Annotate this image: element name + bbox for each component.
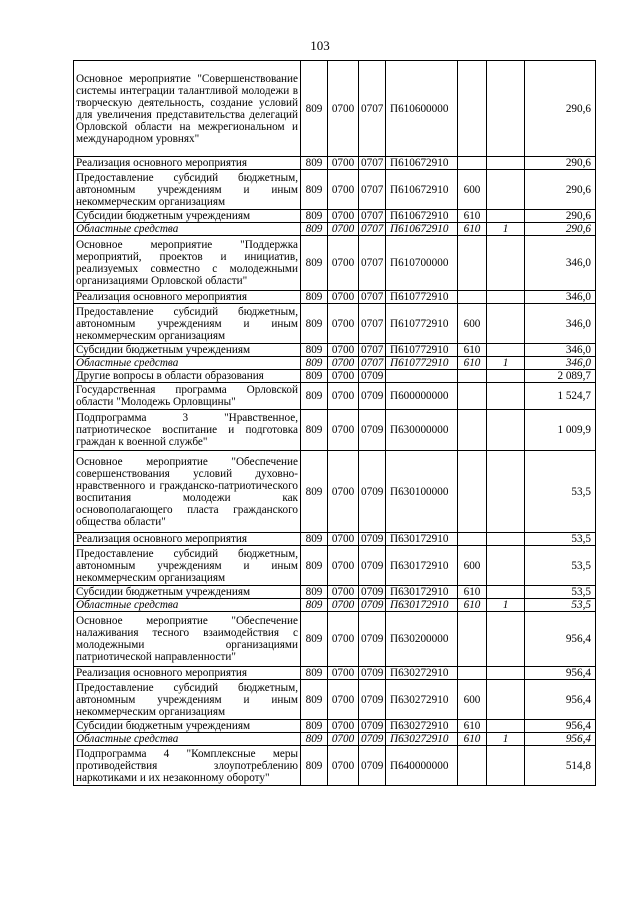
row-subsection-code: 0709 bbox=[359, 720, 386, 733]
row-expense-type: 600 bbox=[458, 546, 487, 586]
table-row bbox=[74, 599, 596, 612]
row-ved-code: 809 bbox=[301, 61, 328, 157]
table-row bbox=[74, 210, 596, 223]
table-row bbox=[74, 157, 596, 170]
table-row bbox=[74, 344, 596, 357]
row-section-code: 0700 bbox=[328, 746, 359, 786]
row-section-code: 0700 bbox=[328, 357, 359, 370]
row-ved-code: 809 bbox=[301, 370, 328, 383]
row-expense-type bbox=[458, 533, 487, 546]
row-target-article: П610772910 bbox=[386, 344, 458, 357]
row-expense-type: 610 bbox=[458, 733, 487, 746]
row-ved-code: 809 bbox=[301, 357, 328, 370]
row-amount: 1 524,7 bbox=[525, 383, 596, 410]
row-expense-type bbox=[458, 410, 487, 451]
row-subsection-code: 0709 bbox=[359, 533, 386, 546]
row-funding-source bbox=[487, 612, 525, 667]
row-ved-code: 809 bbox=[301, 223, 328, 236]
row-name: Другие вопросы в области образования bbox=[74, 370, 301, 383]
row-target-article: П630100000 bbox=[386, 451, 458, 533]
row-section-code: 0700 bbox=[328, 667, 359, 680]
row-name: Субсидии бюджетным учреждениям bbox=[74, 720, 301, 733]
row-ved-code: 809 bbox=[301, 612, 328, 667]
row-section-code: 0700 bbox=[328, 223, 359, 236]
row-expense-type bbox=[458, 157, 487, 170]
row-expense-type: 610 bbox=[458, 210, 487, 223]
row-expense-type: 610 bbox=[458, 357, 487, 370]
row-section-code: 0700 bbox=[328, 236, 359, 291]
row-name: Подпрограмма 4 "Комплексные меры противодействия злоупотреблению наркотиками и их незаконному обороту" bbox=[74, 746, 301, 786]
row-section-code: 0700 bbox=[328, 370, 359, 383]
row-funding-source bbox=[487, 546, 525, 586]
row-ved-code: 809 bbox=[301, 720, 328, 733]
row-expense-type: 610 bbox=[458, 223, 487, 236]
row-subsection-code: 0709 bbox=[359, 383, 386, 410]
row-expense-type: 600 bbox=[458, 170, 487, 210]
row-amount: 346,0 bbox=[525, 344, 596, 357]
row-name: Реализация основного мероприятия bbox=[74, 291, 301, 304]
row-ved-code: 809 bbox=[301, 344, 328, 357]
row-section-code: 0700 bbox=[328, 680, 359, 720]
row-ved-code: 809 bbox=[301, 746, 328, 786]
row-name: Областные средства bbox=[74, 599, 301, 612]
row-section-code: 0700 bbox=[328, 410, 359, 451]
row-subsection-code: 0709 bbox=[359, 546, 386, 586]
row-amount: 290,6 bbox=[525, 170, 596, 210]
row-amount: 956,4 bbox=[525, 667, 596, 680]
row-target-article: П610600000 bbox=[386, 61, 458, 157]
row-name: Предоставление субсидий бюджетным, автономным учреждениям и иным некоммерческим организациям bbox=[74, 546, 301, 586]
row-subsection-code: 0707 bbox=[359, 304, 386, 344]
row-funding-source: 1 bbox=[487, 357, 525, 370]
row-name: Государственная программа Орловской области "Молодежь Орловщины" bbox=[74, 383, 301, 410]
row-expense-type bbox=[458, 61, 487, 157]
row-target-article: П630172910 bbox=[386, 546, 458, 586]
row-name: Основное мероприятие "Поддержка мероприятий, проектов и инициатив, реализуемых совместно с молодежными организациями Орловской области" bbox=[74, 236, 301, 291]
row-name: Реализация основного мероприятия bbox=[74, 667, 301, 680]
row-ved-code: 809 bbox=[301, 667, 328, 680]
row-amount: 53,5 bbox=[525, 546, 596, 586]
row-funding-source bbox=[487, 451, 525, 533]
table-row bbox=[74, 383, 596, 410]
row-funding-source: 1 bbox=[487, 599, 525, 612]
row-ved-code: 809 bbox=[301, 170, 328, 210]
row-expense-type: 600 bbox=[458, 304, 487, 344]
row-target-article: П630200000 bbox=[386, 612, 458, 667]
row-section-code: 0700 bbox=[328, 733, 359, 746]
row-subsection-code: 0707 bbox=[359, 61, 386, 157]
row-funding-source bbox=[487, 344, 525, 357]
row-section-code: 0700 bbox=[328, 451, 359, 533]
row-name: Реализация основного мероприятия bbox=[74, 533, 301, 546]
row-subsection-code: 0709 bbox=[359, 733, 386, 746]
row-amount: 290,6 bbox=[525, 61, 596, 157]
page-number: 103 bbox=[310, 38, 330, 53]
row-expense-type bbox=[458, 667, 487, 680]
row-target-article: П630272910 bbox=[386, 720, 458, 733]
row-target-article: П610672910 bbox=[386, 210, 458, 223]
row-amount: 290,6 bbox=[525, 210, 596, 223]
row-name: Предоставление субсидий бюджетным, автономным учреждениям и иным некоммерческим организациям bbox=[74, 680, 301, 720]
row-funding-source bbox=[487, 680, 525, 720]
row-name: Предоставление субсидий бюджетным, автономным учреждениям и иным некоммерческим организациям bbox=[74, 304, 301, 344]
row-target-article: П630000000 bbox=[386, 410, 458, 451]
row-section-code: 0700 bbox=[328, 210, 359, 223]
row-funding-source bbox=[487, 370, 525, 383]
row-section-code: 0700 bbox=[328, 720, 359, 733]
table-row bbox=[74, 170, 596, 210]
row-expense-type: 600 bbox=[458, 680, 487, 720]
row-ved-code: 809 bbox=[301, 304, 328, 344]
row-target-article: П610772910 bbox=[386, 357, 458, 370]
table-row bbox=[74, 546, 596, 586]
row-expense-type: 610 bbox=[458, 586, 487, 599]
row-ved-code: 809 bbox=[301, 680, 328, 720]
row-subsection-code: 0709 bbox=[359, 667, 386, 680]
row-amount: 53,5 bbox=[525, 451, 596, 533]
row-name: Субсидии бюджетным учреждениям bbox=[74, 344, 301, 357]
row-target-article: П630272910 bbox=[386, 667, 458, 680]
row-ved-code: 809 bbox=[301, 236, 328, 291]
row-funding-source bbox=[487, 170, 525, 210]
row-target-article bbox=[386, 370, 458, 383]
row-amount: 956,4 bbox=[525, 720, 596, 733]
row-name: Подпрограмма 3 "Нравственное, патриотическое воспитание и подготовка граждан к военной службе" bbox=[74, 410, 301, 451]
row-expense-type: 610 bbox=[458, 720, 487, 733]
row-amount: 346,0 bbox=[525, 304, 596, 344]
row-subsection-code: 0709 bbox=[359, 451, 386, 533]
row-ved-code: 809 bbox=[301, 586, 328, 599]
row-funding-source bbox=[487, 586, 525, 599]
row-ved-code: 809 bbox=[301, 451, 328, 533]
row-name: Основное мероприятие "Обеспечение налаживания тесного взаимодействия с молодежными организациями патриотической направленности" bbox=[74, 612, 301, 667]
row-funding-source bbox=[487, 304, 525, 344]
row-subsection-code: 0709 bbox=[359, 680, 386, 720]
row-amount: 514,8 bbox=[525, 746, 596, 786]
table-row bbox=[74, 533, 596, 546]
row-name: Основное мероприятие "Совершенствование системы интеграции талантливой молодежи в творческую деятельность, создание условий для увеличения представительства делегаций Орловской области на межрегиональном и международном уровнях" bbox=[74, 61, 301, 157]
row-ved-code: 809 bbox=[301, 410, 328, 451]
row-subsection-code: 0707 bbox=[359, 157, 386, 170]
row-section-code: 0700 bbox=[328, 612, 359, 667]
row-ved-code: 809 bbox=[301, 599, 328, 612]
table-row bbox=[74, 746, 596, 786]
row-subsection-code: 0707 bbox=[359, 291, 386, 304]
row-section-code: 0700 bbox=[328, 157, 359, 170]
row-amount: 956,4 bbox=[525, 733, 596, 746]
row-amount: 53,5 bbox=[525, 586, 596, 599]
row-amount: 290,6 bbox=[525, 223, 596, 236]
row-expense-type bbox=[458, 383, 487, 410]
row-subsection-code: 0707 bbox=[359, 357, 386, 370]
row-amount: 346,0 bbox=[525, 357, 596, 370]
row-name: Областные средства bbox=[74, 223, 301, 236]
row-ved-code: 809 bbox=[301, 733, 328, 746]
row-section-code: 0700 bbox=[328, 170, 359, 210]
row-subsection-code: 0707 bbox=[359, 236, 386, 291]
table-row bbox=[74, 667, 596, 680]
row-name: Основное мероприятие "Обеспечение совершенствования условий духовно-нравственного и гражданско-патриотического воспитания молодежи как основополагающего пласта гражданского общества области" bbox=[74, 451, 301, 533]
table-body bbox=[74, 61, 596, 786]
row-ved-code: 809 bbox=[301, 383, 328, 410]
table-row bbox=[74, 370, 596, 383]
row-subsection-code: 0709 bbox=[359, 586, 386, 599]
row-name: Субсидии бюджетным учреждениям bbox=[74, 210, 301, 223]
row-subsection-code: 0709 bbox=[359, 746, 386, 786]
row-subsection-code: 0709 bbox=[359, 370, 386, 383]
row-subsection-code: 0707 bbox=[359, 344, 386, 357]
row-name: Областные средства bbox=[74, 733, 301, 746]
table-row bbox=[74, 586, 596, 599]
row-expense-type bbox=[458, 291, 487, 304]
row-expense-type: 610 bbox=[458, 599, 487, 612]
row-expense-type bbox=[458, 612, 487, 667]
row-amount: 53,5 bbox=[525, 533, 596, 546]
row-target-article: П610672910 bbox=[386, 223, 458, 236]
table-row bbox=[74, 61, 596, 157]
row-amount: 2 089,7 bbox=[525, 370, 596, 383]
row-amount: 1 009,9 bbox=[525, 410, 596, 451]
row-expense-type bbox=[458, 236, 487, 291]
table-row bbox=[74, 236, 596, 291]
row-target-article: П630172910 bbox=[386, 599, 458, 612]
row-subsection-code: 0709 bbox=[359, 410, 386, 451]
row-expense-type bbox=[458, 370, 487, 383]
row-expense-type bbox=[458, 451, 487, 533]
table-row bbox=[74, 733, 596, 746]
row-funding-source: 1 bbox=[487, 223, 525, 236]
row-section-code: 0700 bbox=[328, 383, 359, 410]
row-ved-code: 809 bbox=[301, 533, 328, 546]
row-name: Субсидии бюджетным учреждениям bbox=[74, 586, 301, 599]
table-row bbox=[74, 357, 596, 370]
table-row bbox=[74, 720, 596, 733]
row-funding-source bbox=[487, 210, 525, 223]
table-row bbox=[74, 680, 596, 720]
row-amount: 956,4 bbox=[525, 612, 596, 667]
row-amount: 346,0 bbox=[525, 236, 596, 291]
row-funding-source bbox=[487, 410, 525, 451]
row-target-article: П610700000 bbox=[386, 236, 458, 291]
row-target-article: П610772910 bbox=[386, 291, 458, 304]
row-target-article: П630172910 bbox=[386, 586, 458, 599]
row-expense-type bbox=[458, 746, 487, 786]
row-target-article: П630172910 bbox=[386, 533, 458, 546]
row-name: Предоставление субсидий бюджетным, автономным учреждениям и иным некоммерческим организациям bbox=[74, 170, 301, 210]
row-ved-code: 809 bbox=[301, 546, 328, 586]
row-subsection-code: 0707 bbox=[359, 170, 386, 210]
table-row bbox=[74, 612, 596, 667]
row-name: Реализация основного мероприятия bbox=[74, 157, 301, 170]
row-funding-source bbox=[487, 236, 525, 291]
row-section-code: 0700 bbox=[328, 61, 359, 157]
row-ved-code: 809 bbox=[301, 291, 328, 304]
row-section-code: 0700 bbox=[328, 291, 359, 304]
row-funding-source bbox=[487, 157, 525, 170]
row-target-article: П610672910 bbox=[386, 170, 458, 210]
row-funding-source bbox=[487, 667, 525, 680]
table-row bbox=[74, 410, 596, 451]
row-section-code: 0700 bbox=[328, 546, 359, 586]
row-section-code: 0700 bbox=[328, 533, 359, 546]
row-subsection-code: 0709 bbox=[359, 599, 386, 612]
row-amount: 290,6 bbox=[525, 157, 596, 170]
row-funding-source bbox=[487, 533, 525, 546]
row-target-article: П610672910 bbox=[386, 157, 458, 170]
row-funding-source bbox=[487, 720, 525, 733]
row-section-code: 0700 bbox=[328, 344, 359, 357]
table-row bbox=[74, 451, 596, 533]
row-name: Областные средства bbox=[74, 357, 301, 370]
row-amount: 346,0 bbox=[525, 291, 596, 304]
row-subsection-code: 0707 bbox=[359, 223, 386, 236]
table-row bbox=[74, 223, 596, 236]
row-section-code: 0700 bbox=[328, 304, 359, 344]
row-subsection-code: 0709 bbox=[359, 612, 386, 667]
row-target-article: П600000000 bbox=[386, 383, 458, 410]
table-row bbox=[74, 304, 596, 344]
row-expense-type: 610 bbox=[458, 344, 487, 357]
row-ved-code: 809 bbox=[301, 157, 328, 170]
row-amount: 53,5 bbox=[525, 599, 596, 612]
row-subsection-code: 0707 bbox=[359, 210, 386, 223]
row-funding-source bbox=[487, 383, 525, 410]
row-target-article: П630272910 bbox=[386, 680, 458, 720]
table-row bbox=[74, 291, 596, 304]
row-target-article: П640000000 bbox=[386, 746, 458, 786]
row-amount: 956,4 bbox=[525, 680, 596, 720]
row-section-code: 0700 bbox=[328, 599, 359, 612]
row-ved-code: 809 bbox=[301, 210, 328, 223]
row-target-article: П610772910 bbox=[386, 304, 458, 344]
row-funding-source bbox=[487, 746, 525, 786]
row-funding-source bbox=[487, 61, 525, 157]
row-target-article: П630272910 bbox=[386, 733, 458, 746]
row-funding-source bbox=[487, 291, 525, 304]
budget-table bbox=[73, 60, 596, 786]
row-funding-source: 1 bbox=[487, 733, 525, 746]
row-section-code: 0700 bbox=[328, 586, 359, 599]
